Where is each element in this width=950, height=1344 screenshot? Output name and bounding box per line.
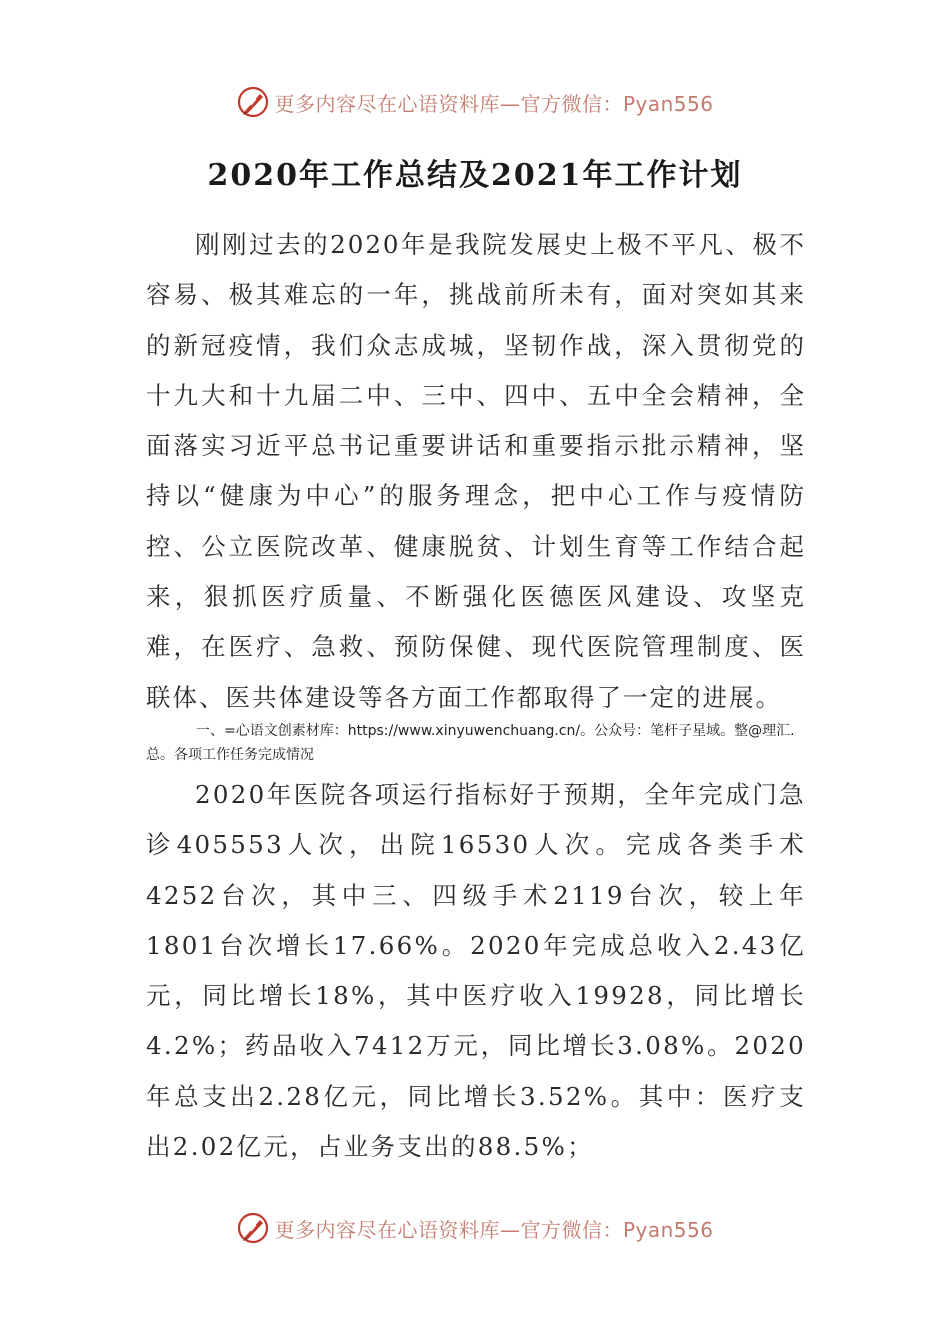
statistics-paragraph: 2020年医院各项运行指标好于预期，全年完成门急诊405553人次，出院16530人次。完成各类手术4252台次，其中三、四级手术2119台次，较上年1801台次增长17.66%。2020年完成总收入2.43亿元，同比增长18%，其中医疗收入19928，同比增长4.2%；药品收入7412万元，同比增长3.08%。2020年总支出2.28亿元，同比增长3.52%。其中：医疗支出2.02亿元，占业务支出的88.5%； [146, 780, 806, 1162]
watermark-text: 更多内容尽在心语资料库—官方微信：Pyan556 [274, 1217, 714, 1242]
section-heading-note: 一、=心语文创素材库：https://www.xinyuwenchuang.cn/。公众号：笔杆子星域。整@理汇.总。各项工作任务完成情况 [146, 723, 795, 763]
quill-pen-logo-icon [236, 1211, 270, 1245]
watermark-banner-top [0, 82, 950, 122]
document-title: 2020年工作总结及2021年工作计划 [207, 158, 743, 193]
intro-paragraph: 刚刚过去的2020年是我院发展史上极不平凡、极不容易、极其难忘的一年，挑战前所未有，面对突如其来的新冠疫情，我们众志成城，坚韧作战，深入贯彻党的十九大和十九届二中、三中、四中、五中全会精神，全面落实习近平总书记重要讲话和重要指示批示精神，坚持以“健康为中心”的服务理念，把中心工作与疫情防控、公立医院改革、健康脱贫、计划生育等工作结合起来，狠抓医疗质量、不断强化医德医风建设、攻坚克难，在医疗、急救、预防保健、现代医院管理制度、医联体、医共体建设等各方面工作都取得了一定的进展。 [146, 230, 806, 712]
quill-pen-logo-icon [236, 85, 270, 119]
watermark-banner-bottom [0, 1208, 950, 1248]
watermark-text: 更多内容尽在心语资料库—官方微信：Pyan556 [274, 91, 714, 116]
